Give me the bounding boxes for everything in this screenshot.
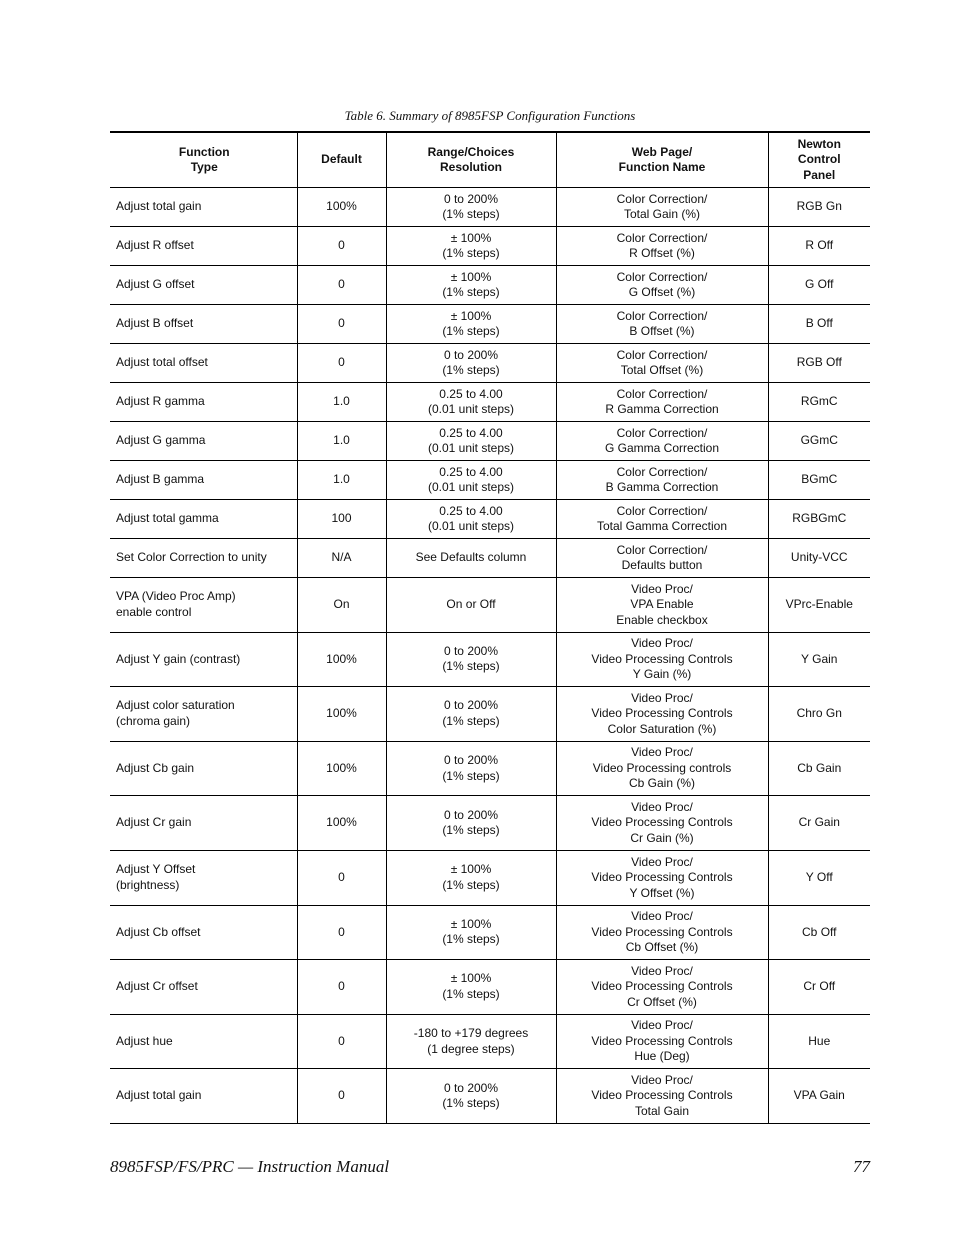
cell-newton-control-panel xyxy=(768,383,870,422)
cell-line: Color Correction/ xyxy=(616,347,708,362)
cell-web-page-function xyxy=(556,1069,768,1124)
cell-web-page-function xyxy=(556,227,768,266)
cell-line: Video Proc/ xyxy=(631,636,693,651)
cell-line: Color Correction/ xyxy=(616,308,708,323)
cell-line: Control xyxy=(797,152,841,167)
header-function-type xyxy=(110,132,297,188)
cell-line: -180 to +179 degrees xyxy=(413,1026,529,1041)
cell-function-type xyxy=(110,266,297,305)
table-row xyxy=(110,1069,870,1124)
cell-line: 0 xyxy=(338,1033,345,1048)
cell-newton-control-panel xyxy=(768,1014,870,1069)
cell-line: Color Correction/ xyxy=(616,464,708,479)
cell-line: Video Proc/ xyxy=(631,854,693,869)
cell-function-type xyxy=(110,1014,297,1069)
cell-range-choices xyxy=(386,687,556,742)
cell-line: 100% xyxy=(326,651,357,666)
cell-range-choices xyxy=(386,383,556,422)
cell-line: Default xyxy=(321,152,362,167)
table-row xyxy=(110,500,870,539)
cell-newton-control-panel xyxy=(768,344,870,383)
cell-line: Video Proc/ xyxy=(631,1072,693,1087)
cell-function-type xyxy=(110,188,297,227)
cell-line: ± 100% xyxy=(450,916,492,931)
cell-line: 0.25 to 4.00 xyxy=(439,386,503,401)
cell-line: Video Processing Controls xyxy=(591,1088,733,1103)
cell-line: Cb Offset (%) xyxy=(625,940,699,955)
cell-range-choices xyxy=(386,796,556,851)
cell-line: 1.0 xyxy=(333,394,350,409)
cell-function-type xyxy=(110,960,297,1015)
cell-newton-control-panel xyxy=(768,539,870,578)
table-row xyxy=(110,905,870,960)
cell-range-choices xyxy=(386,960,556,1015)
cell-line: Y Offset (%) xyxy=(629,885,695,900)
table-row xyxy=(110,344,870,383)
cell-line: Adjust Cr offset xyxy=(116,979,198,994)
cell-range-choices xyxy=(386,422,556,461)
cell-line: Adjust R offset xyxy=(116,238,194,253)
header-web-page-function xyxy=(556,132,768,188)
cell-line: Adjust Cr gain xyxy=(116,815,192,830)
table-caption: Table 6. Summary of 8985FSP Configuration Functions xyxy=(344,108,636,123)
cell-range-choices xyxy=(386,1069,556,1124)
table-row xyxy=(110,850,870,905)
cell-newton-control-panel xyxy=(768,500,870,539)
cell-line: Video Processing Controls xyxy=(591,706,733,721)
cell-line: Adjust B offset xyxy=(116,316,194,331)
cell-line: Function Name xyxy=(618,160,706,174)
cell-line: B Off xyxy=(805,316,833,331)
cell-line: (1% steps) xyxy=(442,713,500,728)
footer-page-number: 77 xyxy=(853,1157,870,1176)
cell-line: Y Gain xyxy=(801,651,838,666)
cell-web-page-function xyxy=(556,188,768,227)
cell-default xyxy=(297,305,386,344)
cell-default xyxy=(297,383,386,422)
cell-line: Cb Off xyxy=(802,924,837,939)
cell-line: Video Processing Controls xyxy=(591,1033,733,1048)
cell-function-type xyxy=(110,344,297,383)
cell-newton-control-panel xyxy=(768,905,870,960)
table-row xyxy=(110,305,870,344)
cell-newton-control-panel xyxy=(768,632,870,687)
table-row xyxy=(110,539,870,578)
cell-web-page-function xyxy=(556,960,768,1015)
cell-line: ± 100% xyxy=(450,308,492,323)
cell-line: (0.01 unit steps) xyxy=(427,480,515,494)
cell-line: R Gamma Correction xyxy=(605,402,719,416)
cell-line: Enable checkbox xyxy=(616,612,708,627)
cell-line: Hue xyxy=(808,1033,831,1048)
cell-line: Video Proc/ xyxy=(631,745,693,760)
cell-line: Adjust G gamma xyxy=(116,433,206,448)
cell-line: On or Off xyxy=(446,597,496,612)
cell-line: Adjust Cb offset xyxy=(116,924,201,939)
cell-line: 0 xyxy=(338,924,345,939)
cell-newton-control-panel xyxy=(768,796,870,851)
cell-line: 100 xyxy=(331,511,352,526)
table-header xyxy=(110,132,870,188)
cell-line: VPA Gain xyxy=(793,1088,845,1103)
cell-line: Cr Gain (%) xyxy=(630,830,694,845)
cell-line: (brightness) xyxy=(116,877,180,892)
cell-default xyxy=(297,422,386,461)
cell-line: (1% steps) xyxy=(442,768,500,783)
cell-line: Adjust Cb gain xyxy=(116,760,195,775)
cell-range-choices xyxy=(386,905,556,960)
cell-default xyxy=(297,461,386,500)
configuration-functions-table xyxy=(110,131,870,1124)
cell-web-page-function xyxy=(556,578,768,633)
cell-function-type xyxy=(110,461,297,500)
cell-line: (0.01 unit steps) xyxy=(427,402,515,416)
cell-line: (1% steps) xyxy=(442,986,500,1001)
cell-line: ± 100% xyxy=(450,230,492,245)
cell-line: 0.25 to 4.00 xyxy=(439,425,503,440)
cell-line: Chro Gn xyxy=(796,706,842,721)
cell-default xyxy=(297,266,386,305)
cell-line: (1% steps) xyxy=(442,823,500,838)
cell-line: Unity-VCC xyxy=(790,550,848,565)
cell-web-page-function xyxy=(556,461,768,500)
cell-line: Cb Gain (%) xyxy=(628,776,696,791)
cell-web-page-function xyxy=(556,905,768,960)
cell-line: Color Correction/ xyxy=(616,425,708,440)
footer-manual-title: 8985FSP/FS/PRC — Instruction Manual xyxy=(110,1157,390,1176)
cell-line: Range/Choices xyxy=(427,144,515,159)
cell-function-type xyxy=(110,632,297,687)
cell-line: Defaults button xyxy=(621,558,703,572)
cell-line: RGB Off xyxy=(796,355,842,370)
cell-newton-control-panel xyxy=(768,850,870,905)
cell-line: Color Saturation (%) xyxy=(607,721,717,736)
cell-newton-control-panel xyxy=(768,188,870,227)
cell-line: Adjust hue xyxy=(116,1033,173,1048)
table-row xyxy=(110,960,870,1015)
cell-function-type xyxy=(110,796,297,851)
cell-line: Cb Gain xyxy=(797,760,842,775)
table-row xyxy=(110,266,870,305)
cell-line: Adjust total gain xyxy=(116,199,202,214)
table-row xyxy=(110,632,870,687)
table-row xyxy=(110,422,870,461)
cell-line: 0 xyxy=(338,979,345,994)
header-newton-control-panel xyxy=(768,132,870,188)
cell-line: Adjust total offset xyxy=(116,355,208,370)
cell-line: 1.0 xyxy=(333,433,350,448)
cell-line: Video Processing controls xyxy=(592,760,732,775)
cell-line: (1% steps) xyxy=(442,1096,500,1111)
cell-line: Function xyxy=(178,144,230,159)
cell-line: Cr Gain xyxy=(798,815,840,830)
cell-line: 0.25 to 4.00 xyxy=(439,503,503,518)
cell-function-type xyxy=(110,500,297,539)
cell-line: Color Correction/ xyxy=(616,269,708,284)
cell-line: Adjust Y gain (contrast) xyxy=(116,651,241,666)
cell-default xyxy=(297,344,386,383)
cell-line: Total Gamma Correction xyxy=(596,519,728,533)
table-row xyxy=(110,227,870,266)
cell-line: VPA Enable xyxy=(630,597,694,612)
cell-web-page-function xyxy=(556,266,768,305)
cell-line: Adjust R gamma xyxy=(116,394,205,409)
cell-line: 0 to 200% xyxy=(443,1080,499,1095)
cell-line: G Gamma Correction xyxy=(604,441,720,455)
cell-line: Cr Offset (%) xyxy=(627,994,697,1009)
cell-line: Y Gain (%) xyxy=(632,667,692,682)
cell-line: Panel xyxy=(803,167,836,182)
table-row xyxy=(110,1014,870,1069)
table-row xyxy=(110,188,870,227)
cell-range-choices xyxy=(386,305,556,344)
cell-line: Video Processing Controls xyxy=(591,815,733,830)
cell-line: Newton xyxy=(797,136,841,151)
cell-line: Total Gain xyxy=(634,1103,690,1118)
cell-line: Adjust Y Offset xyxy=(116,862,196,877)
cell-default xyxy=(297,905,386,960)
cell-newton-control-panel xyxy=(768,578,870,633)
cell-newton-control-panel xyxy=(768,305,870,344)
cell-line: Cr Off xyxy=(803,979,836,994)
cell-line: 0 to 200% xyxy=(443,807,499,822)
cell-line: BGmC xyxy=(801,472,838,487)
cell-range-choices xyxy=(386,1014,556,1069)
cell-line: Color Correction/ xyxy=(616,230,708,245)
cell-line: N/A xyxy=(331,550,352,565)
cell-line: 0.25 to 4.00 xyxy=(439,464,503,479)
cell-function-type xyxy=(110,1069,297,1124)
cell-line: Adjust color saturation xyxy=(116,698,235,713)
cell-line: Resolution xyxy=(440,160,502,174)
cell-newton-control-panel xyxy=(768,741,870,796)
cell-newton-control-panel xyxy=(768,687,870,742)
cell-default xyxy=(297,1014,386,1069)
cell-web-page-function xyxy=(556,741,768,796)
cell-line: (1% steps) xyxy=(442,932,500,947)
cell-line: 100% xyxy=(326,199,357,214)
table-row xyxy=(110,796,870,851)
cell-line: ± 100% xyxy=(450,269,492,284)
cell-line: (1% steps) xyxy=(442,207,500,221)
cell-function-type xyxy=(110,687,297,742)
table-row xyxy=(110,687,870,742)
cell-line: RGmC xyxy=(800,394,838,409)
cell-default xyxy=(297,539,386,578)
cell-line: Adjust total gamma xyxy=(116,511,219,526)
cell-line: enable control xyxy=(116,604,192,619)
cell-web-page-function xyxy=(556,422,768,461)
cell-line: G Off xyxy=(805,277,834,292)
cell-default xyxy=(297,741,386,796)
cell-function-type xyxy=(110,383,297,422)
cell-line: Set Color Correction to unity xyxy=(116,550,267,565)
cell-line: 0 xyxy=(338,1088,345,1103)
cell-newton-control-panel xyxy=(768,227,870,266)
cell-web-page-function xyxy=(556,383,768,422)
cell-range-choices xyxy=(386,266,556,305)
cell-web-page-function xyxy=(556,796,768,851)
cell-newton-control-panel xyxy=(768,266,870,305)
cell-line: 0 to 200% xyxy=(443,753,499,768)
cell-function-type xyxy=(110,850,297,905)
cell-line: See Defaults column xyxy=(415,550,527,565)
cell-web-page-function xyxy=(556,687,768,742)
cell-web-page-function xyxy=(556,1014,768,1069)
cell-web-page-function xyxy=(556,500,768,539)
cell-line: VPA (Video Proc Amp) xyxy=(116,589,236,604)
cell-newton-control-panel xyxy=(768,960,870,1015)
cell-line: R Off xyxy=(805,238,834,253)
table-row xyxy=(110,741,870,796)
cell-line: 0 xyxy=(338,277,345,292)
cell-range-choices xyxy=(386,741,556,796)
cell-line: B Offset (%) xyxy=(629,324,695,338)
cell-line: 100% xyxy=(326,760,357,775)
cell-default xyxy=(297,850,386,905)
cell-line: Color Correction/ xyxy=(616,191,708,206)
header-range-choices xyxy=(386,132,556,188)
cell-line: (1% steps) xyxy=(442,246,500,260)
cell-default xyxy=(297,960,386,1015)
cell-line: Video Proc/ xyxy=(631,909,693,924)
cell-newton-control-panel xyxy=(768,1069,870,1124)
cell-line: (chroma gain) xyxy=(116,713,191,728)
cell-line: 100% xyxy=(326,815,357,830)
cell-function-type xyxy=(110,305,297,344)
cell-line: Color Correction/ xyxy=(616,386,708,401)
header-row xyxy=(110,132,870,188)
cell-range-choices xyxy=(386,227,556,266)
cell-function-type xyxy=(110,539,297,578)
cell-web-page-function xyxy=(556,539,768,578)
cell-web-page-function xyxy=(556,305,768,344)
cell-default xyxy=(297,632,386,687)
cell-function-type xyxy=(110,227,297,266)
cell-function-type xyxy=(110,741,297,796)
cell-line: 0 xyxy=(338,870,345,885)
cell-line: Video Proc/ xyxy=(631,690,693,705)
cell-range-choices xyxy=(386,539,556,578)
table-row xyxy=(110,461,870,500)
cell-line: Adjust total gain xyxy=(116,1088,202,1103)
cell-default xyxy=(297,500,386,539)
cell-line: VPrc-Enable xyxy=(785,597,853,612)
cell-line: Type xyxy=(190,160,218,174)
cell-line: On xyxy=(333,597,350,612)
cell-range-choices xyxy=(386,461,556,500)
cell-range-choices xyxy=(386,578,556,633)
cell-newton-control-panel xyxy=(768,461,870,500)
cell-line: Hue (Deg) xyxy=(634,1049,690,1064)
cell-line: 1.0 xyxy=(333,472,350,487)
cell-line: GGmC xyxy=(800,433,838,448)
cell-line: 0 to 200% xyxy=(443,698,499,713)
cell-line: Y Off xyxy=(805,870,833,885)
cell-default xyxy=(297,227,386,266)
cell-line: B Gamma Correction xyxy=(605,480,719,494)
cell-line: Video Proc/ xyxy=(631,963,693,978)
cell-line: Color Correction/ xyxy=(616,542,708,557)
table-row xyxy=(110,383,870,422)
cell-range-choices xyxy=(386,344,556,383)
cell-range-choices xyxy=(386,188,556,227)
cell-default xyxy=(297,1069,386,1124)
cell-line: (0.01 unit steps) xyxy=(427,519,515,533)
cell-line: Video Processing Controls xyxy=(591,651,733,666)
cell-function-type xyxy=(110,578,297,633)
cell-web-page-function xyxy=(556,632,768,687)
cell-line: Color Correction/ xyxy=(616,503,708,518)
cell-line: (0.01 unit steps) xyxy=(427,441,515,455)
cell-function-type xyxy=(110,905,297,960)
cell-web-page-function xyxy=(556,850,768,905)
cell-line: R Offset (%) xyxy=(629,246,695,260)
cell-line: (1% steps) xyxy=(442,324,500,338)
cell-line: 100% xyxy=(326,706,357,721)
cell-line: Video Proc/ xyxy=(631,799,693,814)
cell-line: Video Proc/ xyxy=(631,581,693,596)
cell-line: RGBGmC xyxy=(792,511,847,526)
cell-line: Video Processing Controls xyxy=(591,870,733,885)
cell-line: ± 100% xyxy=(450,862,492,877)
cell-default xyxy=(297,687,386,742)
cell-line: (1% steps) xyxy=(442,659,500,674)
cell-line: (1% steps) xyxy=(442,285,500,299)
cell-line: Total Offset (%) xyxy=(620,363,704,377)
cell-line: Video Processing Controls xyxy=(591,924,733,939)
cell-range-choices xyxy=(386,850,556,905)
cell-line: 0 to 200% xyxy=(443,643,499,658)
cell-range-choices xyxy=(386,500,556,539)
cell-default xyxy=(297,796,386,851)
cell-line: Adjust G offset xyxy=(116,277,195,292)
cell-line: (1% steps) xyxy=(442,363,500,377)
cell-line: Total Gain (%) xyxy=(623,207,701,221)
cell-line: Video Proc/ xyxy=(631,1018,693,1033)
cell-line: 0 xyxy=(338,316,345,331)
cell-newton-control-panel xyxy=(768,422,870,461)
cell-function-type xyxy=(110,422,297,461)
table-body xyxy=(110,188,870,1124)
cell-line: 0 to 200% xyxy=(443,347,499,362)
cell-line: Adjust B gamma xyxy=(116,472,205,487)
cell-line: ± 100% xyxy=(450,971,492,986)
cell-line: Video Processing Controls xyxy=(591,979,733,994)
table-row xyxy=(110,578,870,633)
cell-line: Web Page/ xyxy=(631,144,693,159)
cell-web-page-function xyxy=(556,344,768,383)
cell-line: (1 degree steps) xyxy=(427,1041,515,1056)
cell-default xyxy=(297,188,386,227)
cell-range-choices xyxy=(386,632,556,687)
cell-line: 0 xyxy=(338,238,345,253)
cell-default xyxy=(297,578,386,633)
cell-line: 0 xyxy=(338,355,345,370)
cell-line: 0 to 200% xyxy=(443,191,499,206)
cell-line: (1% steps) xyxy=(442,877,500,892)
cell-line: G Offset (%) xyxy=(628,285,696,299)
cell-line: RGB Gn xyxy=(796,199,842,214)
header-default xyxy=(297,132,386,188)
